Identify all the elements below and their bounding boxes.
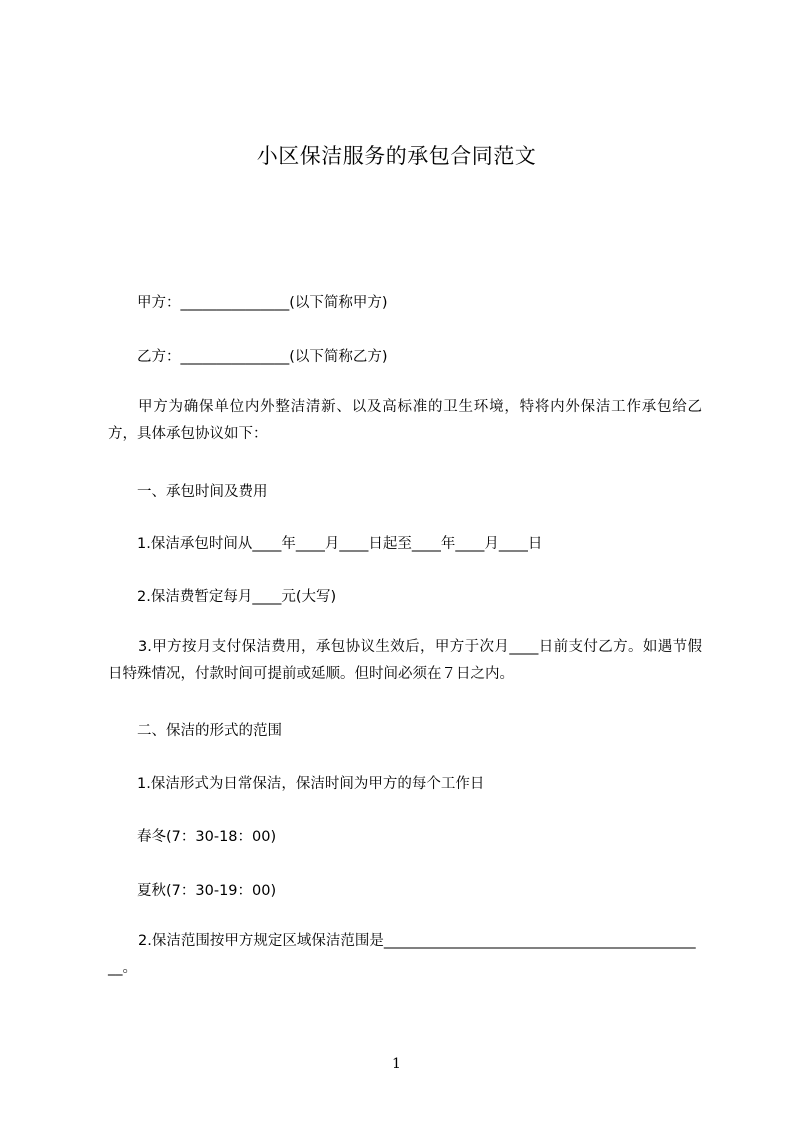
section2-heading: 二、保洁的形式的范围 [137, 723, 282, 739]
page-number: 1 [392, 1056, 401, 1072]
section2-item1: 1.保洁形式为日常保洁，保洁时间为甲方的每个工作日 [137, 776, 485, 792]
section1-item1: 1.保洁承包时间从____年____月____日起至____年____月____日 [137, 536, 543, 552]
section1-heading: 一、承包时间及费用 [137, 484, 268, 500]
party-b-line: 乙方：_______________(以下简称乙方) [137, 349, 388, 365]
winter-spring-hours: 春冬(7：30-18：00) [137, 829, 277, 845]
party-a-line: 甲方：_______________(以下简称甲方) [137, 295, 388, 311]
document-title: 小区保洁服务的承包合同范文 [256, 144, 537, 168]
section1-item2: 2.保洁费暂定每月____元(大写) [137, 589, 337, 605]
summer-autumn-hours: 夏秋(7：30-19：00) [137, 883, 277, 899]
intro-paragraph: 甲方为确保单位内外整洁清新、以及高标准的卫生环境，特将内外保洁工作承包给乙方，具体承包协议如下： [108, 399, 702, 442]
section2-item2: 2.保洁范围按甲方规定区域保洁范围是_____________________________________________。 [108, 933, 696, 976]
section1-item3: 3.甲方按月支付保洁费用，承包协议生效后，甲方于次月____日前支付乙方。如遇节假日特殊情况，付款时间可提前或延顺。但时间必须在７日之内。 [108, 639, 702, 682]
